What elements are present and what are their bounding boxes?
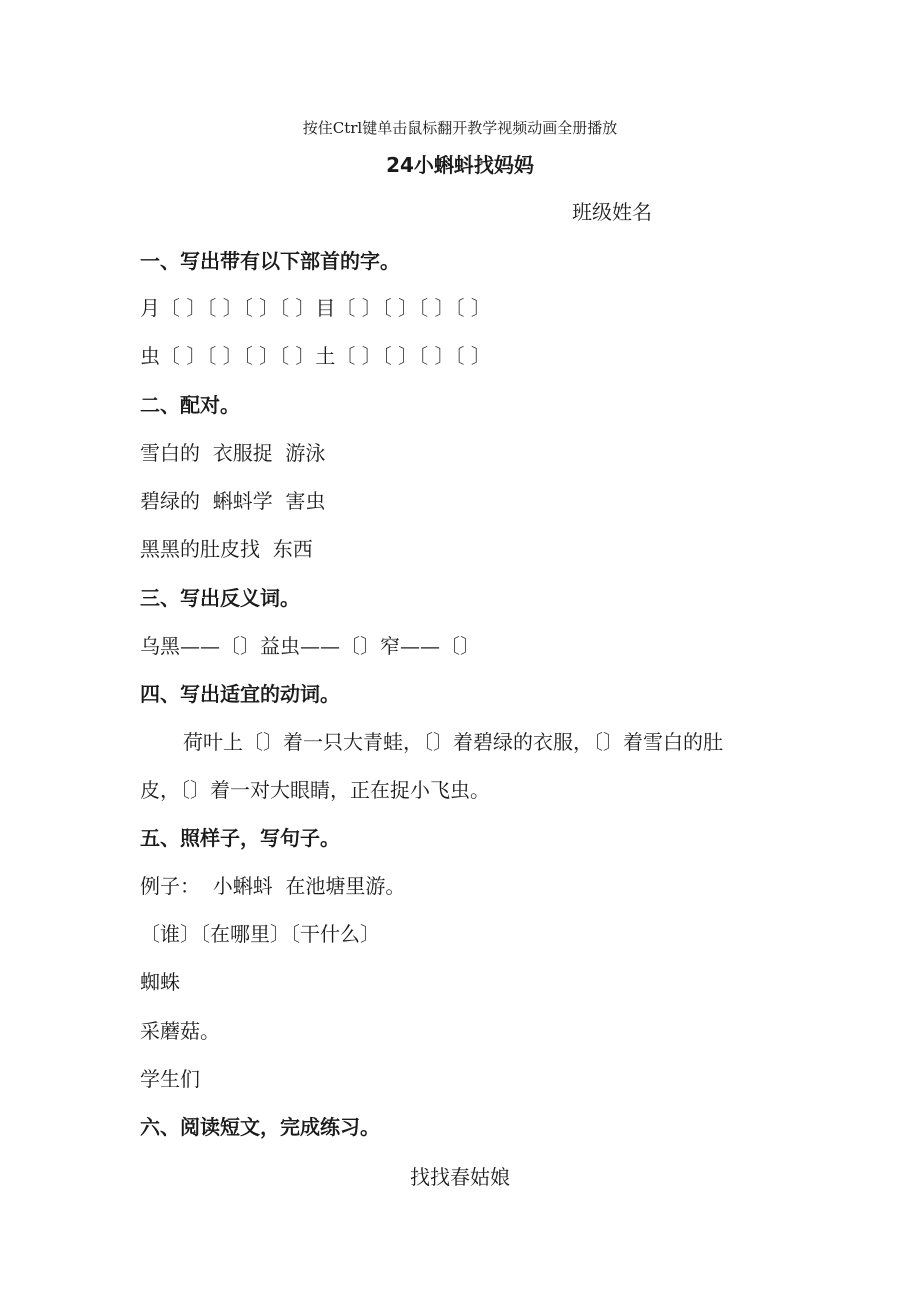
section2-heading: 二、配对。 (140, 393, 240, 417)
section3-heading: 三、写出反义词。 (140, 586, 300, 610)
sentence-item-1: 蜘蛛 (140, 970, 180, 994)
verb-passage-line-1: 荷叶上〔〕着一只大青蛙，〔〕着碧绿的衣服，〔〕着雪白的肚 (183, 730, 723, 754)
matching-row-1: 雪白的 衣服捉 游泳 (140, 441, 326, 465)
sentence-example: 例子： 小蝌蚪 在池塘里游。 (140, 874, 406, 898)
matching-row-2: 碧绿的 蝌蚪学 害虫 (140, 489, 326, 513)
class-name-label: 班级姓名 (572, 200, 652, 224)
radical-row-1: 月〔 〕〔 〕〔 〕〔 〕目〔 〕〔 〕〔 〕〔 〕 (140, 296, 491, 320)
sentence-pattern: 〔谁〕〔在哪里〕〔干什么〕 (140, 922, 380, 946)
section4-heading: 四、写出适宜的动词。 (140, 682, 340, 706)
section6-heading: 六、阅读短文，完成练习。 (140, 1115, 380, 1139)
verb-passage-line-2: 皮，〔〕着一对大眼睛，正在捉小飞虫。 (140, 778, 490, 802)
video-notice: 按住Ctrl键单击鼠标翻开教学视频动画全册播放 (302, 119, 618, 137)
section1-heading: 一、写出带有以下部首的字。 (140, 249, 400, 273)
sentence-item-3: 学生们 (140, 1067, 200, 1091)
matching-row-3: 黑黑的肚皮找 东西 (140, 537, 313, 561)
antonym-row: 乌黑——〔〕益虫——〔〕窄——〔〕 (140, 634, 480, 658)
story-title: 找找春姑娘 (410, 1165, 510, 1189)
radical-row-2: 虫〔 〕〔 〕〔 〕〔 〕土〔 〕〔 〕〔 〕〔 〕 (140, 344, 491, 368)
lesson-title: 24小蝌蚪找妈妈 (386, 153, 534, 177)
section5-heading: 五、照样子，写句子。 (140, 826, 340, 850)
sentence-item-2: 采蘑菇。 (140, 1019, 220, 1043)
